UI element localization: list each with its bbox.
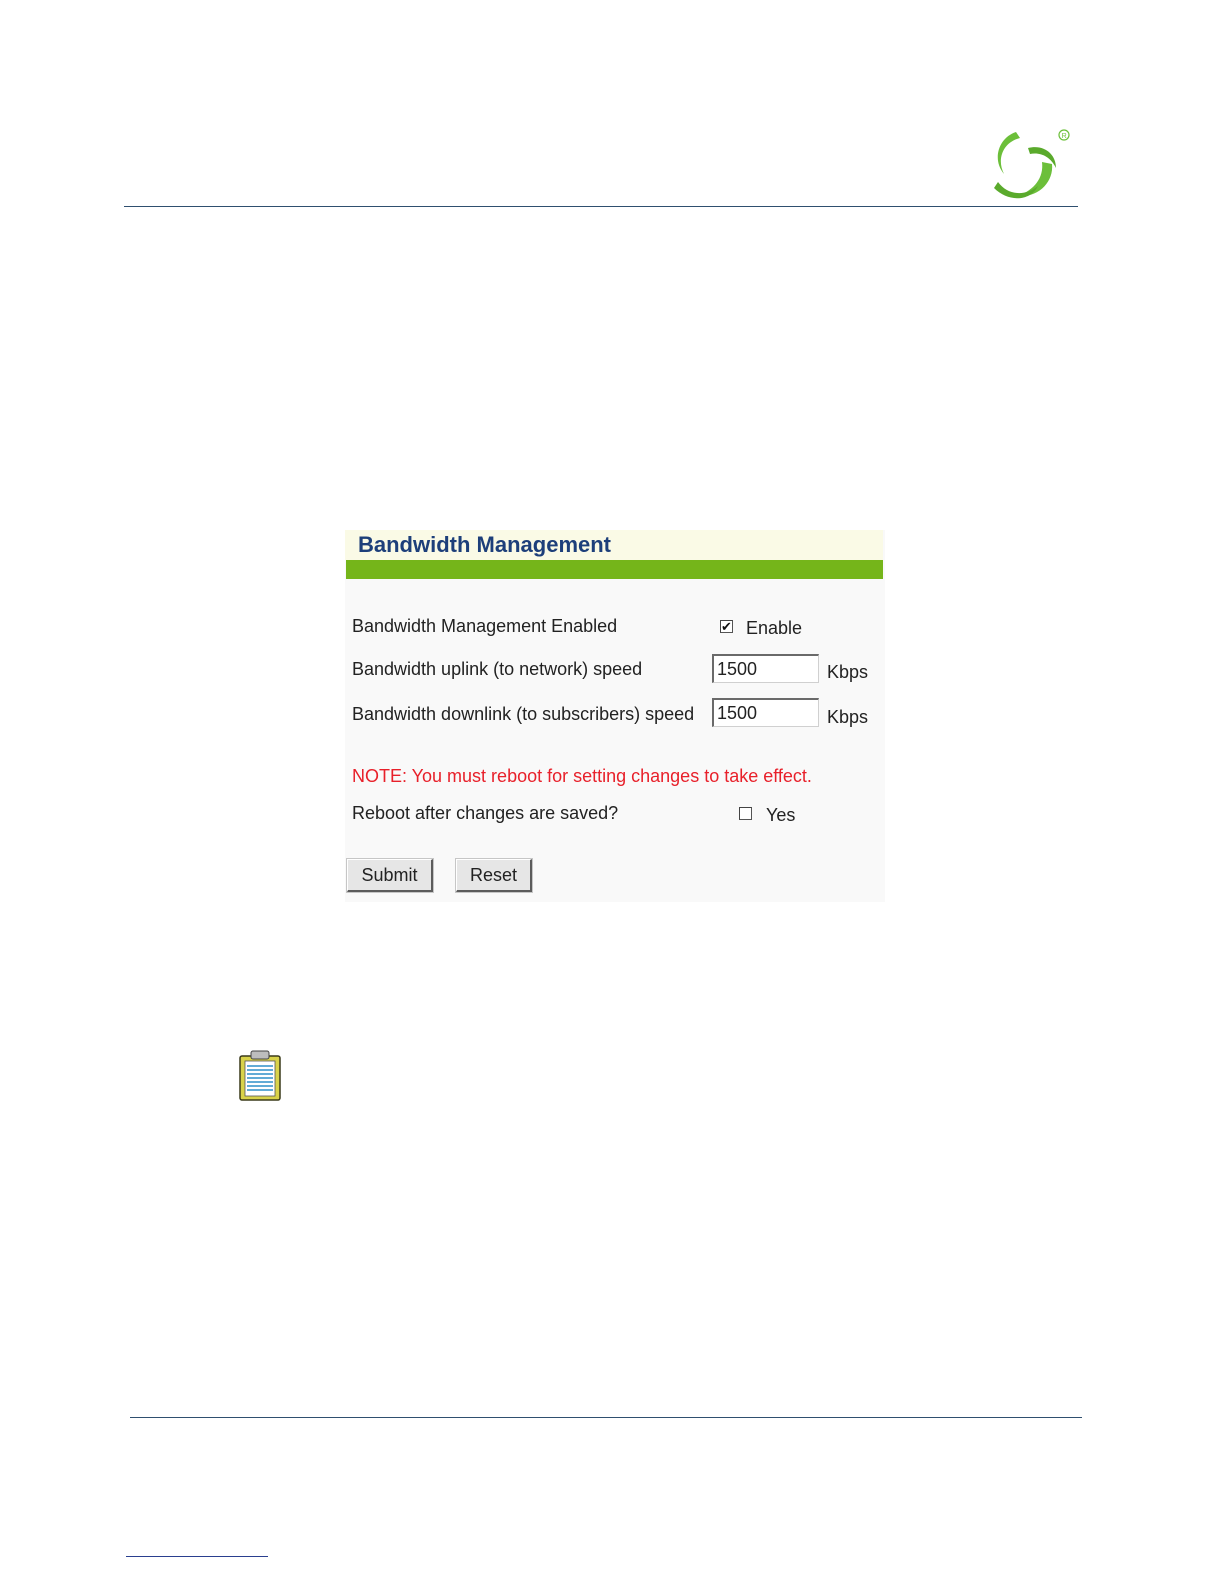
footer-link-underline	[126, 1556, 268, 1557]
uplink-unit-label: Kbps	[827, 662, 869, 682]
downlink-speed-label: Bandwidth downlink (to subscribers) speed	[352, 704, 695, 724]
enable-checkbox-label: Enable	[746, 618, 803, 638]
reboot-note: NOTE: You must reboot for setting changes to take effect.	[352, 766, 812, 786]
downlink-unit-label: Kbps	[827, 707, 869, 727]
uplink-speed-input[interactable]: 1500	[712, 654, 819, 683]
reboot-label: Reboot after changes are saved?	[352, 803, 619, 823]
header-divider	[124, 206, 1078, 207]
panel-title: Bandwidth Management	[358, 532, 612, 557]
panel-accent-bar	[346, 560, 883, 579]
svg-text:R: R	[1061, 133, 1067, 140]
bandwidth-enable-checkbox[interactable]: ✔	[721, 619, 732, 634]
downlink-speed-input[interactable]: 1500	[712, 698, 819, 727]
reboot-checkbox[interactable]	[739, 807, 752, 820]
clipboard-note-icon	[238, 1050, 282, 1102]
submit-button[interactable]: Submit	[347, 859, 433, 892]
uplink-speed-label: Bandwidth uplink (to network) speed	[352, 659, 643, 679]
reset-button[interactable]: Reset	[456, 859, 532, 892]
reboot-checkbox-label: Yes	[766, 805, 796, 825]
bandwidth-management-panel	[345, 530, 885, 902]
panel-title-bar	[345, 530, 883, 560]
footer-divider	[130, 1417, 1082, 1418]
company-swirl-logo-icon	[986, 124, 1072, 204]
bandwidth-enabled-label: Bandwidth Management Enabled	[352, 616, 618, 636]
